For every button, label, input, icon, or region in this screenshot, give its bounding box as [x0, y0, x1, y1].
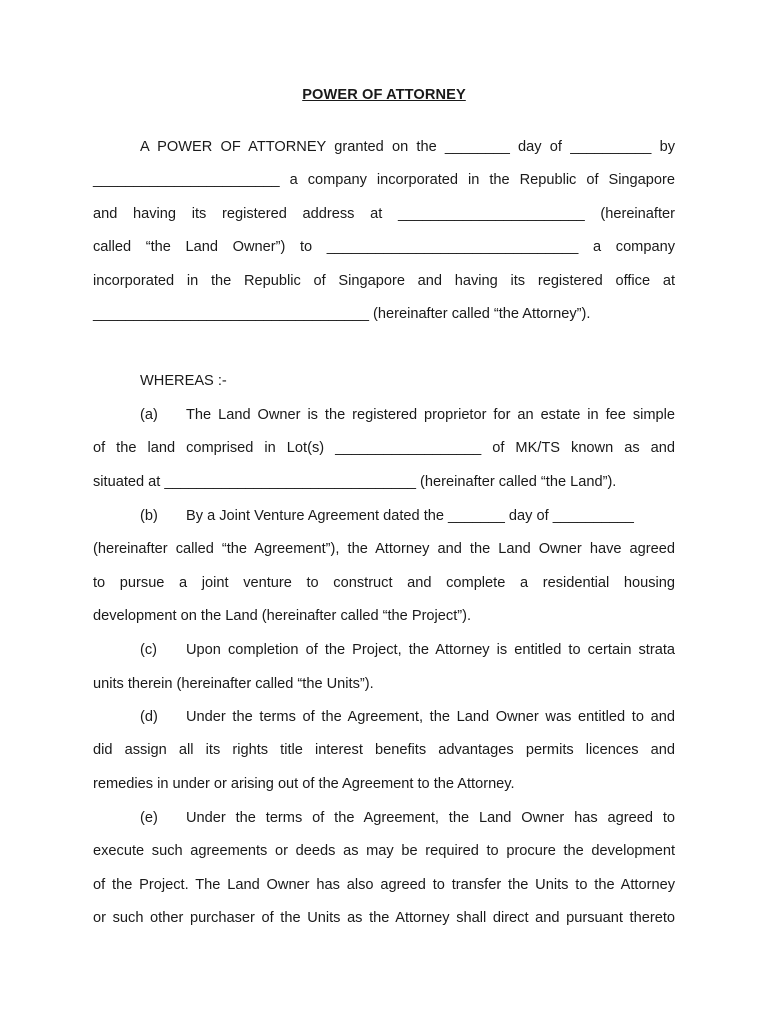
clause-label: (a)	[140, 407, 158, 423]
clause-first-line	[140, 809, 675, 827]
clause-line: of the land comprised in Lot(s) __________________ of MK/TS known as and	[93, 440, 675, 456]
clause-line: remedies in under or arising out of the Agreement to the Attorney.	[93, 776, 515, 792]
clause-text: Upon completion of the Project, the Attorney is entitled to certain strata	[186, 642, 675, 658]
clause-line: of the Project. The Land Owner has also agreed to transfer the Units to the Attorney	[93, 877, 675, 893]
preamble-line: called “the Land Owner”) to _______________________________ a company	[93, 239, 675, 255]
document-title: POWER OF ATTORNEY	[302, 87, 466, 103]
clause-line: to pursue a joint venture to construct and complete a residential housing	[93, 575, 675, 591]
clause-first-line	[140, 406, 675, 424]
clause-line: or such other purchaser of the Units as the Attorney shall direct and pursuant thereto	[93, 910, 675, 926]
whereas-heading: WHEREAS :-	[140, 373, 227, 389]
preamble-line: __________________________________ (hereinafter called “the Attorney”).	[93, 306, 591, 322]
clause-line: execute such agreements or deeds as may be required to procure the development	[93, 843, 675, 859]
clause-text: By a Joint Venture Agreement dated the _______ day of __________	[186, 508, 634, 524]
clause-label: (c)	[140, 642, 158, 658]
clause-label: (e)	[140, 810, 158, 826]
preamble-line: A POWER OF ATTORNEY granted on the ________ day of __________ by	[140, 139, 675, 155]
clause-first-line	[140, 708, 675, 726]
clause-line: situated at _______________________________ (hereinafter called “the Land”).	[93, 474, 617, 490]
clause-text: Under the terms of the Agreement, the Land Owner was entitled to and	[186, 709, 675, 725]
clause-line: did assign all its rights title interest benefits advantages permits licences and	[93, 742, 675, 758]
clause-label: (b)	[140, 508, 158, 524]
clause-line: development on the Land (hereinafter called “the Project”).	[93, 608, 472, 624]
preamble-line: incorporated in the Republic of Singapore and having its registered office at	[93, 273, 675, 289]
clause-line: units therein (hereinafter called “the Units”).	[93, 676, 374, 692]
clause-label: (d)	[140, 709, 158, 725]
clause-first-line	[140, 507, 675, 525]
preamble-line: and having its registered address at _______________________ (hereinafter	[93, 206, 675, 222]
preamble-line: _______________________ a company incorporated in the Republic of Singapore	[93, 172, 675, 188]
clause-line: (hereinafter called “the Agreement”), the Attorney and the Land Owner have agreed	[93, 541, 675, 557]
clause-first-line	[140, 641, 675, 659]
clause-text: The Land Owner is the registered proprietor for an estate in fee simple	[186, 407, 675, 423]
clause-text: Under the terms of the Agreement, the Land Owner has agreed to	[186, 810, 675, 826]
